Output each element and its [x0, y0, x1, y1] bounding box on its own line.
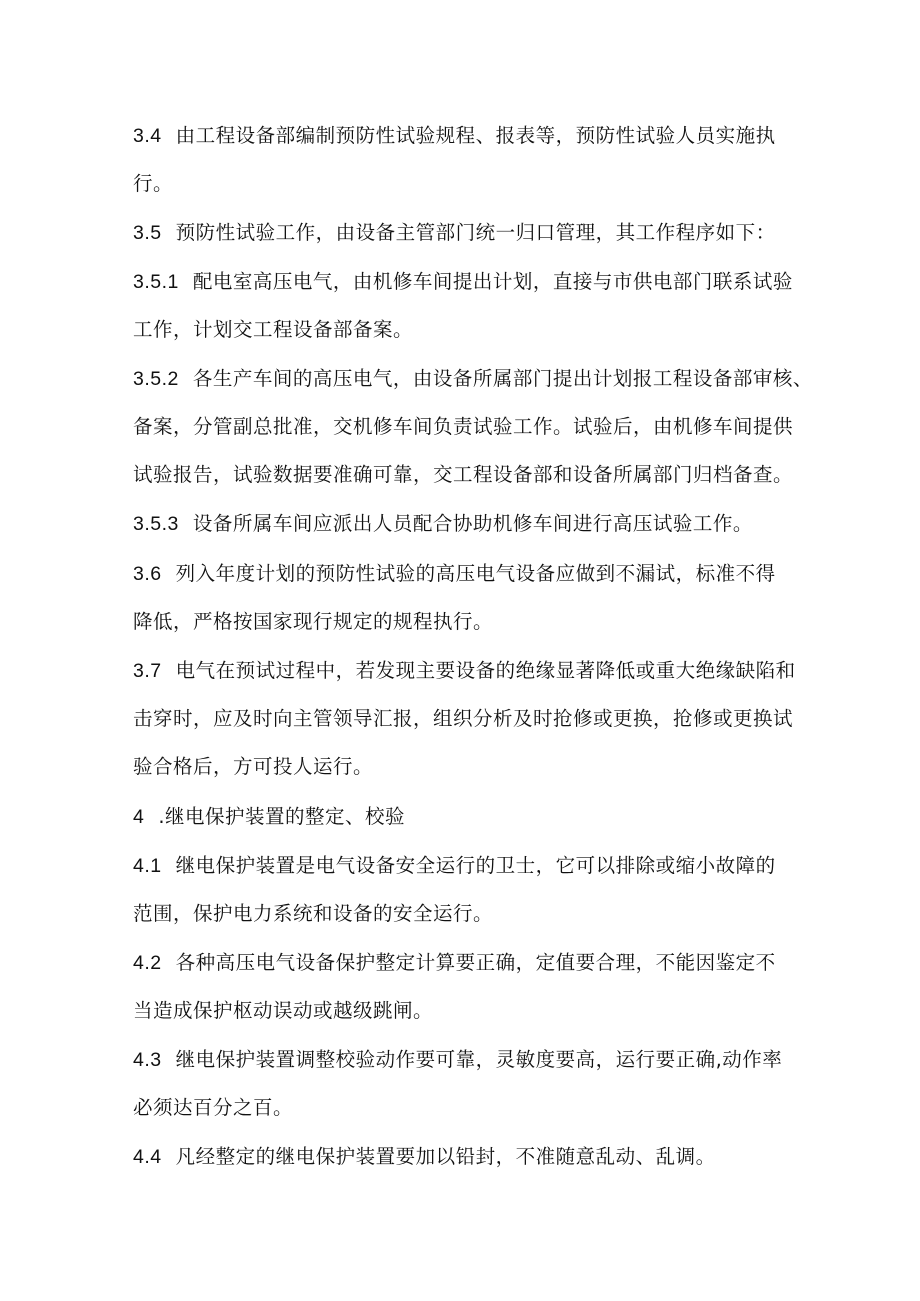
paragraph-line	[133, 209, 793, 257]
paragraph-4-2	[133, 939, 793, 1035]
paragraph-3-5-3	[133, 500, 793, 548]
paragraph-text: 各种高压电气设备保护整定计算要正确，定值要合理，不能因鉴定不	[175, 951, 776, 974]
paragraph-line	[133, 355, 813, 403]
paragraph-line: 必须达百分之百。	[133, 1096, 294, 1119]
paragraph-line	[133, 1036, 793, 1084]
paragraph-text: 电气在预试过程中，若发现主要设备的绝缘显著降低或重大绝缘缺陷和	[175, 659, 796, 682]
paragraph-3-7	[133, 647, 796, 791]
section-heading-4	[133, 793, 793, 841]
paragraph-text: 继电保护装置调整校验动作要可靠，灵敏度要高，运行要正确,动作率	[175, 1048, 783, 1071]
paragraph-text: 列入年度计划的预防性试验的高压电气设备应做到不漏试，标准不得	[175, 562, 776, 585]
paragraph-4-1	[133, 842, 793, 938]
paragraph-line: 试验报告，试验数据要准确可靠，交工程设备部和设备所属部门归档备查。	[133, 463, 794, 486]
paragraph-line	[133, 793, 793, 841]
paragraph-3-4	[133, 112, 793, 208]
paragraph-4-3	[133, 1036, 793, 1132]
paragraph-line	[133, 1133, 793, 1181]
section-number: 3.7	[133, 660, 162, 682]
section-number: 4.1	[133, 855, 162, 877]
paragraph-3-6	[133, 550, 793, 646]
paragraph-line	[133, 647, 796, 695]
paragraph-4-4	[133, 1133, 793, 1181]
paragraph-line	[133, 939, 793, 987]
paragraph-text: 设备所属车间应派出人员配合协助机修车间进行高压试验工作。	[192, 512, 753, 535]
section-number: 4.3	[133, 1049, 162, 1071]
paragraph-line: 当造成保护枢动误动或越级跳闸。	[133, 999, 434, 1022]
paragraph-line	[133, 842, 793, 890]
paragraph-line: 降低，严格按国家现行规定的规程执行。	[133, 610, 494, 633]
paragraph-line: 备案，分管副总批准，交机修车间负责试验工作。试验后，由机修车间提供	[133, 415, 794, 438]
section-number: 3.5.2	[133, 368, 179, 390]
section-number: 4	[133, 806, 145, 828]
paragraph-line	[133, 112, 793, 160]
paragraph-text: 配电室高压电气，由机修车间提出计划，直接与市供电部门联系试验	[192, 270, 793, 293]
section-number: 3.4	[133, 125, 162, 147]
section-number: 3.6	[133, 563, 162, 585]
paragraph-line: 击穿时，应及时向主管领导汇报，组织分析及时抢修或更换，抢修或更换试	[133, 707, 794, 730]
paragraph-line	[133, 258, 793, 306]
paragraph-text: 各生产车间的高压电气，由设备所属部门提出计划报工程设备部审核、	[192, 367, 813, 390]
paragraph-text: 凡经整定的继电保护装置要加以铅封，不准随意乱动、乱调。	[175, 1145, 716, 1168]
paragraph-line	[133, 500, 793, 548]
paragraph-line: 验合格后，方可投人运行。	[133, 755, 374, 778]
paragraph-3-5	[133, 209, 793, 257]
paragraph-line: 范围，保护电力系统和设备的安全运行。	[133, 902, 494, 925]
paragraph-text: 由工程设备部编制预防性试验规程、报表等，预防性试验人员实施执	[175, 124, 776, 147]
section-number: 3.5.1	[133, 271, 179, 293]
section-number: 4.4	[133, 1146, 162, 1168]
paragraph-line: 行。	[133, 172, 174, 195]
section-heading-text: .继电保护装置的整定、校验	[158, 805, 406, 828]
section-number: 3.5.3	[133, 513, 179, 535]
paragraph-text: 继电保护装置是电气设备安全运行的卫士，它可以排除或缩小故障的	[175, 854, 776, 877]
paragraph-text: 预防性试验工作，由设备主管部门统一归口管理，其工作程序如下：	[175, 221, 776, 244]
paragraph-3-5-1	[133, 258, 793, 354]
paragraph-3-5-2	[133, 355, 813, 499]
paragraph-line: 工作，计划交工程设备部备案。	[133, 318, 414, 341]
section-number: 3.5	[133, 222, 162, 244]
paragraph-line	[133, 550, 793, 598]
section-number: 4.2	[133, 952, 162, 974]
